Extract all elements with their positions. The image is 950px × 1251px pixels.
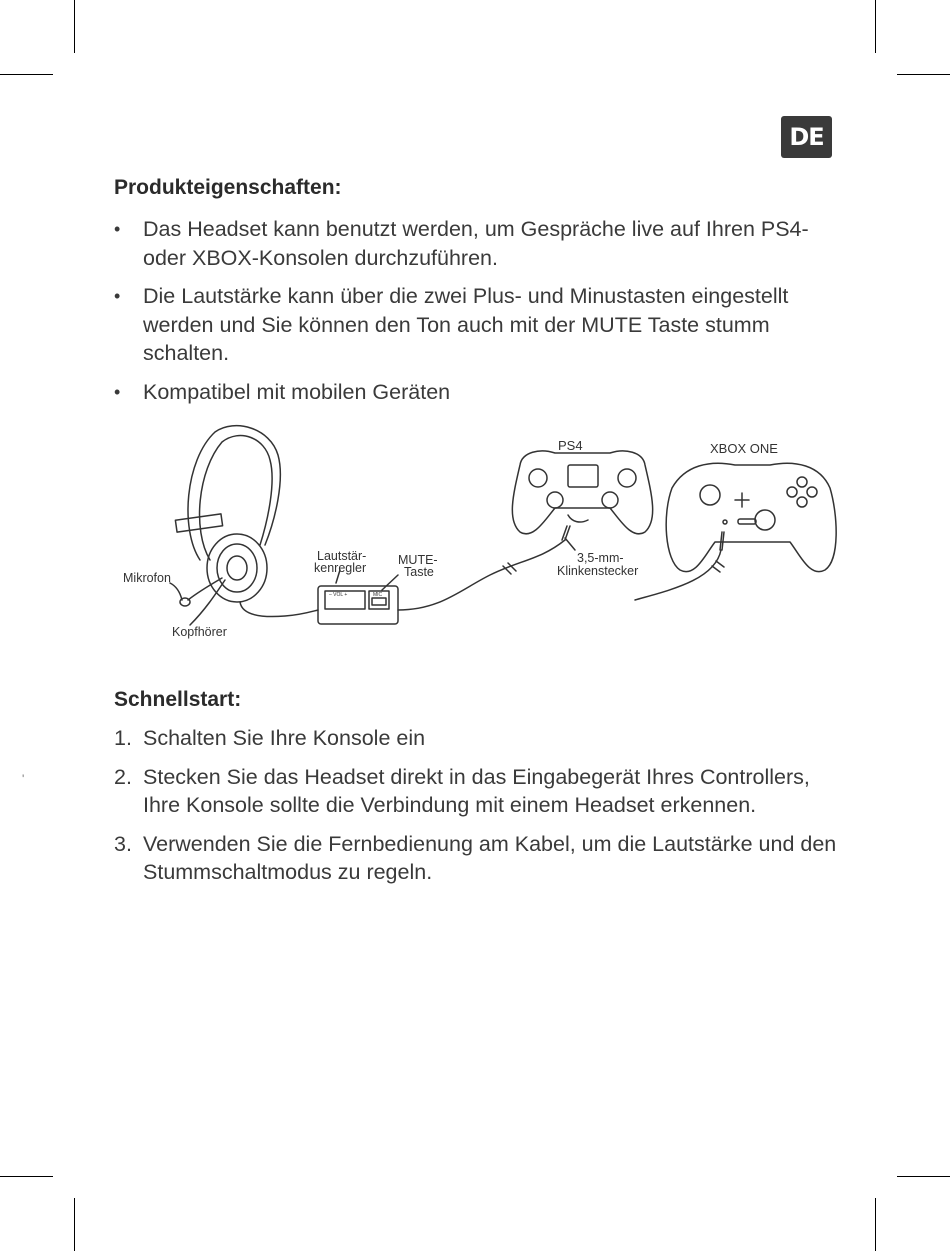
crop-mark <box>897 74 950 75</box>
volume-tag: – VOL + <box>329 592 348 598</box>
features-heading: Produkteigenschaften: <box>114 176 342 199</box>
microphone-label: Mikrofon <box>123 571 171 585</box>
list-item: • Das Headset kann benutzt werden, um Gespräche live auf Ihren PS4- oder XBOX-Konsolen durchzuführen. <box>114 217 809 270</box>
quickstart-steps <box>114 724 839 897</box>
list-item <box>114 763 839 820</box>
step-text: Verwenden Sie die Fernbedienung am Kabel, um die Lautstärke und den Stummschaltmodus zu regeln. <box>143 831 837 884</box>
mute-button-label: Taste <box>404 565 434 579</box>
crop-mark <box>0 74 53 75</box>
quickstart-heading: Schnellstart: <box>114 688 242 711</box>
xbox-one-controller <box>635 463 836 600</box>
list-item: • Die Lautstärke kann über die zwei Plus- und Minustasten eingestellt werden und Sie können den Ton auch mit der MUTE Taste stumm schalten. <box>114 284 789 365</box>
headphone-label: Kopfhörer <box>172 625 227 639</box>
step-text: Schalten Sie Ihre Konsole ein <box>143 726 426 750</box>
step-text: Stecken Sie das Headset direkt in das Eingabegerät Ihres Controllers, Ihre Konsole sollte die Verbindung mit einem Headset erkennen. <box>143 764 810 817</box>
mic-tag: MIC <box>373 592 383 598</box>
stray-mark: ' <box>22 772 25 786</box>
ps4-label: PS4 <box>558 438 583 453</box>
volume-control-label: Lautstär- <box>317 549 367 563</box>
crop-mark <box>875 1198 876 1251</box>
step-number: 2. <box>114 764 132 789</box>
features-list <box>114 215 839 416</box>
crop-mark <box>897 1176 950 1177</box>
crop-mark <box>875 0 876 53</box>
crop-mark <box>74 1198 75 1251</box>
jack-plug-label: Klinkenstecker <box>557 564 639 578</box>
crop-mark <box>0 1176 53 1177</box>
ps4-controller <box>512 451 652 534</box>
crop-mark <box>74 0 75 53</box>
list-item: • Kompatibel mit mobilen Geräten <box>114 378 839 407</box>
headset-connection-diagram <box>110 420 840 645</box>
mute-button-label: MUTE- <box>398 553 438 567</box>
xbox-one-label: XBOX ONE <box>710 441 778 456</box>
list-item <box>114 830 839 887</box>
jack-plug-label: 3,5-mm- <box>577 551 624 565</box>
step-number: 3. <box>114 831 132 856</box>
bullet-icon: • <box>114 219 121 239</box>
language-badge: DE <box>781 116 832 158</box>
list-item <box>114 724 839 753</box>
bullet-icon: • <box>114 286 121 306</box>
bullet-icon: • <box>114 381 121 402</box>
headset-illustration <box>175 426 318 617</box>
step-number: 1. <box>114 726 132 750</box>
volume-control-label: kenregler <box>314 561 367 575</box>
